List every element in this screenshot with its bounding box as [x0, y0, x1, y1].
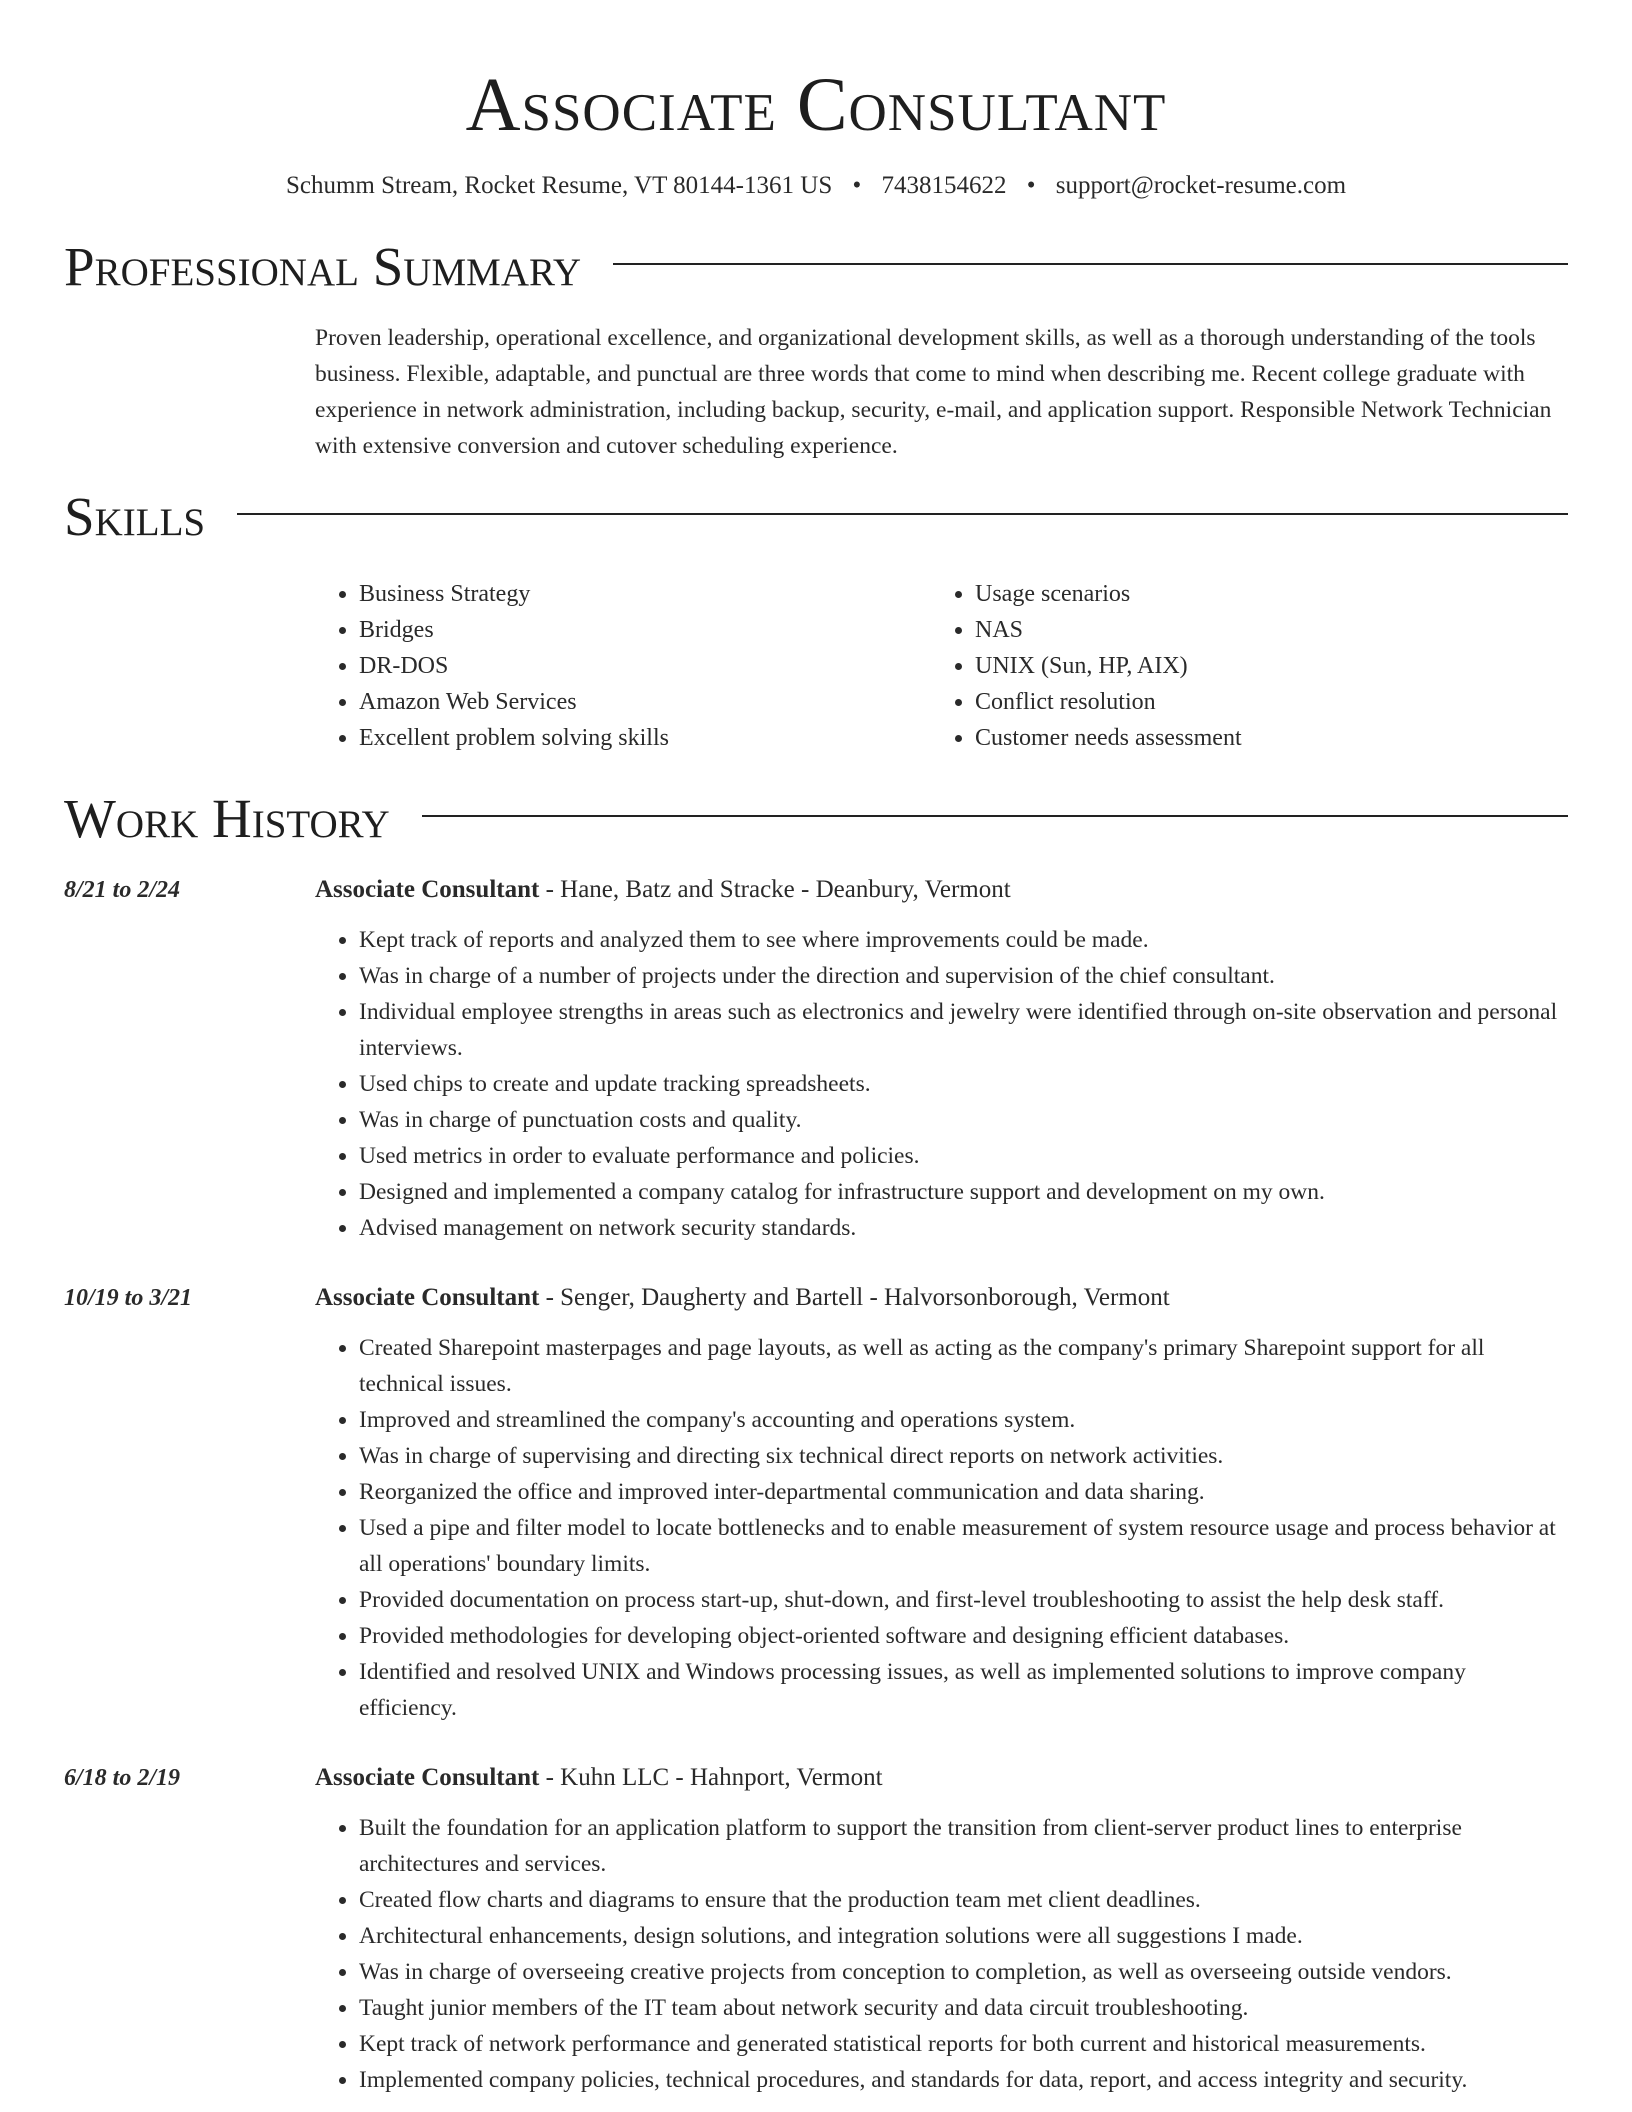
skill-item: • Customer needs assessment [975, 720, 1547, 756]
skills-column-left [315, 576, 931, 756]
skills-section-title: Skills [64, 486, 206, 547]
contact-separator: • [1026, 172, 1036, 199]
skill-item: • DR-DOS [359, 648, 931, 684]
job-bullets [315, 1330, 1568, 1726]
job-title: Associate Consultant [315, 1284, 540, 1311]
skill-item: • Usage scenarios [975, 576, 1547, 612]
job-bullets [315, 922, 1568, 1246]
job-bullet: • Provided methodologies for developing object-oriented software and designing efficient databases. [359, 1618, 1568, 1654]
job-bullet: • Built the foundation for an application platform to support the transition from client-server product lines to enterprise architectures and services. [359, 1810, 1568, 1882]
job-bullet: • Individual employee strengths in areas such as electronics and jewelry were identified through on-site observation and personal interviews. [359, 994, 1568, 1066]
contact-line [64, 170, 1568, 202]
job-dates: 10/19 to 3/21 [64, 1285, 193, 1311]
contact-phone: 7438154622 [881, 172, 1007, 199]
job-bullet: • Was in charge of supervising and directing six technical direct reports on network activities. [359, 1438, 1568, 1474]
job-title-line [315, 1280, 1568, 1316]
job-bullet: • Created flow charts and diagrams to ensure that the production team met client deadlines. [359, 1882, 1568, 1918]
job-dates: 8/21 to 2/24 [64, 877, 181, 903]
job-body [315, 1280, 1568, 1726]
job-employer-location: - Hane, Batz and Stracke - Deanbury, Vermont [539, 876, 1011, 903]
skills-column-right [931, 576, 1547, 756]
resume-page [64, 0, 1568, 2098]
skill-item: • NAS [975, 612, 1547, 648]
job-bullet: • Reorganized the office and improved inter-departmental communication and data sharing. [359, 1474, 1568, 1510]
job-employer-location: - Senger, Daugherty and Bartell - Halvorsonborough, Vermont [539, 1284, 1170, 1311]
job-bullet: • Used metrics in order to evaluate performance and policies. [359, 1138, 1568, 1174]
job-bullets [315, 1810, 1568, 2098]
contact-separator: • [852, 172, 862, 199]
job-title-line [315, 1760, 1568, 1796]
job-bullet: • Kept track of network performance and generated statistical reports for both current and historical measurements. [359, 2026, 1568, 2062]
job-bullet: • Provided documentation on process start-up, shut-down, and first-level troubleshooting to assist the help desk staff. [359, 1582, 1568, 1618]
job-entry [64, 872, 1568, 1246]
summary-section-title: Professional Summary [64, 236, 582, 297]
work-section-header [64, 788, 1568, 850]
job-body [315, 1760, 1568, 2098]
job-bullet: • Taught junior members of the IT team about network security and data circuit troubleshooting. [359, 1990, 1568, 2026]
job-title: Associate Consultant [315, 876, 540, 903]
contact-address: Schumm Stream, Rocket Resume, VT 80144-1361 US [285, 172, 833, 199]
summary-section-header [64, 236, 1568, 298]
skills-list [315, 576, 1568, 756]
work-section-title: Work History [64, 788, 390, 849]
job-bullet: • Implemented company policies, technical procedures, and standards for data, report, and access integrity and security. [359, 2062, 1568, 2098]
job-bullet: • Improved and streamlined the company's accounting and operations system. [359, 1402, 1568, 1438]
section-divider [613, 263, 1568, 265]
job-bullet: • Used chips to create and update tracking spreadsheets. [359, 1066, 1568, 1102]
skill-item: • Bridges [359, 612, 931, 648]
skill-item: • UNIX (Sun, HP, AIX) [975, 648, 1547, 684]
skill-item: • Business Strategy [359, 576, 931, 612]
job-bullet: • Used a pipe and filter model to locate bottlenecks and to enable measurement of system resource usage and process behavior at all operations' boundary limits. [359, 1510, 1568, 1582]
job-bullet: • Was in charge of a number of projects under the direction and supervision of the chief consultant. [359, 958, 1568, 994]
job-bullet: • Kept track of reports and analyzed them to see where improvements could be made. [359, 922, 1568, 958]
job-bullet: • Architectural enhancements, design solutions, and integration solutions were all suggestions I made. [359, 1918, 1568, 1954]
skills-section-header [64, 486, 1568, 548]
job-bullet: • Created Sharepoint masterpages and page layouts, as well as acting as the company's primary Sharepoint support for all technical issues. [359, 1330, 1568, 1402]
resume-name-title: Associate Consultant [465, 63, 1167, 147]
skill-item: • Amazon Web Services [359, 684, 931, 720]
job-bullet: • Was in charge of overseeing creative projects from conception to completion, as well as overseeing outside vendors. [359, 1954, 1568, 1990]
job-title-line [315, 872, 1568, 908]
section-divider [422, 815, 1568, 817]
job-employer-location: - Kuhn LLC - Hahnport, Vermont [539, 1764, 883, 1791]
job-entry [64, 1280, 1568, 1726]
job-bullet: • Was in charge of punctuation costs and quality. [359, 1102, 1568, 1138]
skill-item: • Conflict resolution [975, 684, 1547, 720]
job-dates: 6/18 to 2/19 [64, 1765, 181, 1791]
job-body [315, 872, 1568, 1246]
job-bullet: • Advised management on network security standards. [359, 1210, 1568, 1246]
section-divider [237, 513, 1568, 515]
job-entry [64, 1760, 1568, 2098]
job-title: Associate Consultant [315, 1764, 540, 1791]
summary-text: Proven leadership, operational excellence, and organizational development skills, as well as a thorough understanding of the tools business. Flexible, adaptable, and punctual are three words that come to mind when describing me. Recent college graduate with experience in network administration, including backup, security, e-mail, and application support. Responsible Network Technician with extensive conversion and cutover scheduling experience. [315, 325, 1552, 459]
job-bullet: • Identified and resolved UNIX and Windows processing issues, as well as implemented solutions to improve company efficiency. [359, 1654, 1568, 1726]
contact-email: support@rocket-resume.com [1055, 172, 1347, 199]
skill-item: • Excellent problem solving skills [359, 720, 931, 756]
job-bullet: • Designed and implemented a company catalog for infrastructure support and development on my own. [359, 1174, 1568, 1210]
